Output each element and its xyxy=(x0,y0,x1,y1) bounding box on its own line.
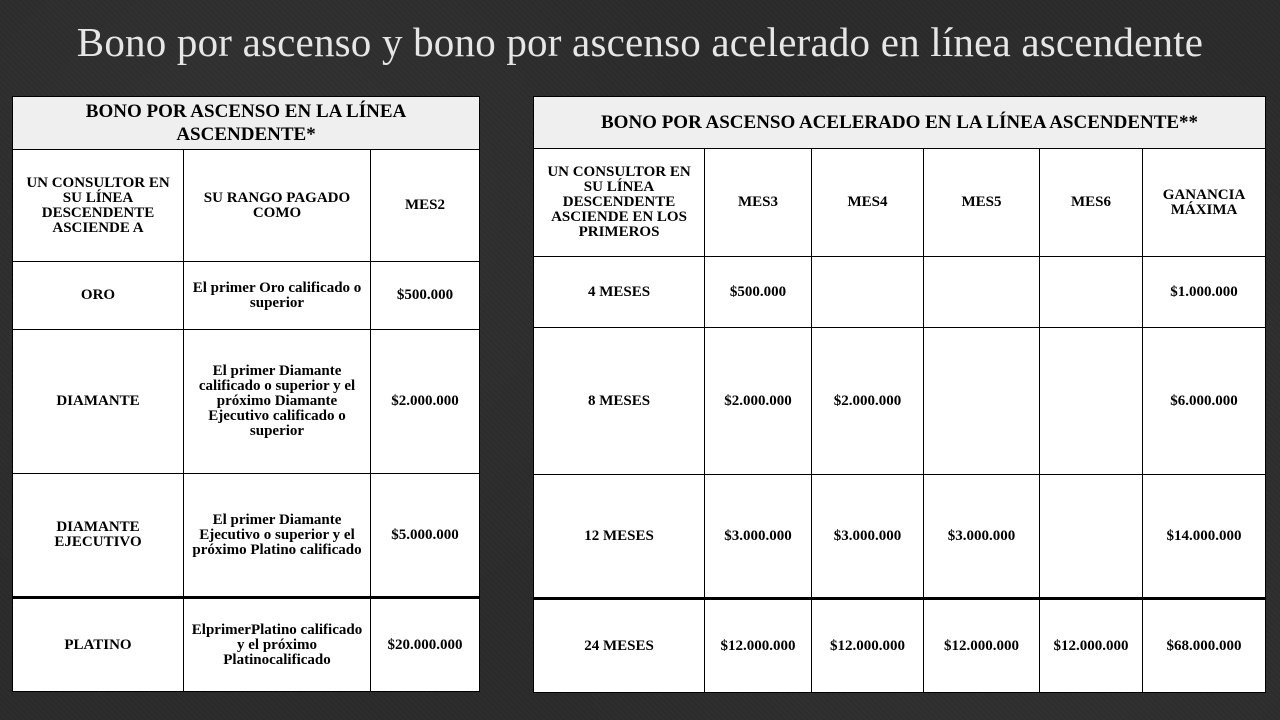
rank-cell: DIAMANTE EJECUTIVO xyxy=(13,474,184,598)
rank-cell: PLATINO xyxy=(13,598,184,692)
column-header-max-earnings: GANANCIA MÁXIMA xyxy=(1143,149,1266,257)
accelerated-bonus-table xyxy=(533,96,1266,693)
slide-title: Bono por ascenso y bono por ascenso acelerado en línea ascendente xyxy=(76,19,1204,65)
column-header-mes4: MES4 xyxy=(812,149,924,257)
mes6-cell: $12.000.000 xyxy=(1040,599,1143,693)
mes4-cell xyxy=(812,257,924,328)
mes4-cell: $2.000.000 xyxy=(812,328,924,475)
table-row xyxy=(13,262,480,330)
period-cell: 12 MESES xyxy=(534,475,705,599)
mes6-cell xyxy=(1040,257,1143,328)
column-header-mes2: MES2 xyxy=(371,150,480,262)
paid-as-cell: El primer Oro calificado o superior xyxy=(184,262,371,330)
table-row xyxy=(534,328,1266,475)
accelerated-bonus-header: BONO POR ASCENSO ACELERADO EN LA LÍNEA ASCENDENTE** xyxy=(534,97,1266,149)
mes6-cell xyxy=(1040,328,1143,475)
period-cell: 24 MESES xyxy=(534,599,705,693)
rank-cell: ORO xyxy=(13,262,184,330)
mes5-cell xyxy=(924,257,1040,328)
mes4-cell: $3.000.000 xyxy=(812,475,924,599)
mes3-cell: $12.000.000 xyxy=(705,599,812,693)
mes3-cell: $2.000.000 xyxy=(705,328,812,475)
mes5-cell xyxy=(924,328,1040,475)
column-header-paid-rank: SU RANGO PAGADO COMO xyxy=(184,150,371,262)
table-row xyxy=(534,475,1266,599)
paid-as-cell: El primer Diamante calificado o superior y el próximo Diamante Ejecutivo calificado o superior xyxy=(184,330,371,474)
table-row xyxy=(534,257,1266,328)
period-cell: 8 MESES xyxy=(534,328,705,475)
mes2-cell: $20.000.000 xyxy=(371,598,480,692)
mes6-cell xyxy=(1040,475,1143,599)
column-header-mes3: MES3 xyxy=(705,149,812,257)
mes3-cell: $500.000 xyxy=(705,257,812,328)
rank-cell: DIAMANTE xyxy=(13,330,184,474)
mes4-cell: $12.000.000 xyxy=(812,599,924,693)
mes5-cell: $12.000.000 xyxy=(924,599,1040,693)
column-header-consultant-period: UN CONSULTOR EN SU LÍNEA DESCENDENTE ASCIENDE EN LOS PRIMEROS xyxy=(534,149,705,257)
column-header-mes6: MES6 xyxy=(1040,149,1143,257)
table-row xyxy=(13,598,480,692)
max-earnings-cell: $6.000.000 xyxy=(1143,328,1266,475)
column-header-consultant: UN CONSULTOR EN SU LÍNEA DESCENDENTE ASCIENDE A xyxy=(13,150,184,262)
max-earnings-cell: $68.000.000 xyxy=(1143,599,1266,693)
paid-as-cell: ElprimerPlatino calificado y el próximo Platinocalificado xyxy=(184,598,371,692)
table-row xyxy=(534,599,1266,693)
mes2-cell: $5.000.000 xyxy=(371,474,480,598)
table-row xyxy=(13,474,480,598)
max-earnings-cell: $1.000.000 xyxy=(1143,257,1266,328)
mes2-cell: $500.000 xyxy=(371,262,480,330)
period-cell: 4 MESES xyxy=(534,257,705,328)
mes2-cell: $2.000.000 xyxy=(371,330,480,474)
mes5-cell: $3.000.000 xyxy=(924,475,1040,599)
promotion-bonus-table xyxy=(12,96,480,692)
table-row xyxy=(13,330,480,474)
paid-as-cell: El primer Diamante Ejecutivo o superior y el próximo Platino calificado xyxy=(184,474,371,598)
column-header-mes5: MES5 xyxy=(924,149,1040,257)
promotion-bonus-header: BONO POR ASCENSO EN LA LÍNEA ASCENDENTE* xyxy=(13,97,480,150)
mes3-cell: $3.000.000 xyxy=(705,475,812,599)
max-earnings-cell: $14.000.000 xyxy=(1143,475,1266,599)
